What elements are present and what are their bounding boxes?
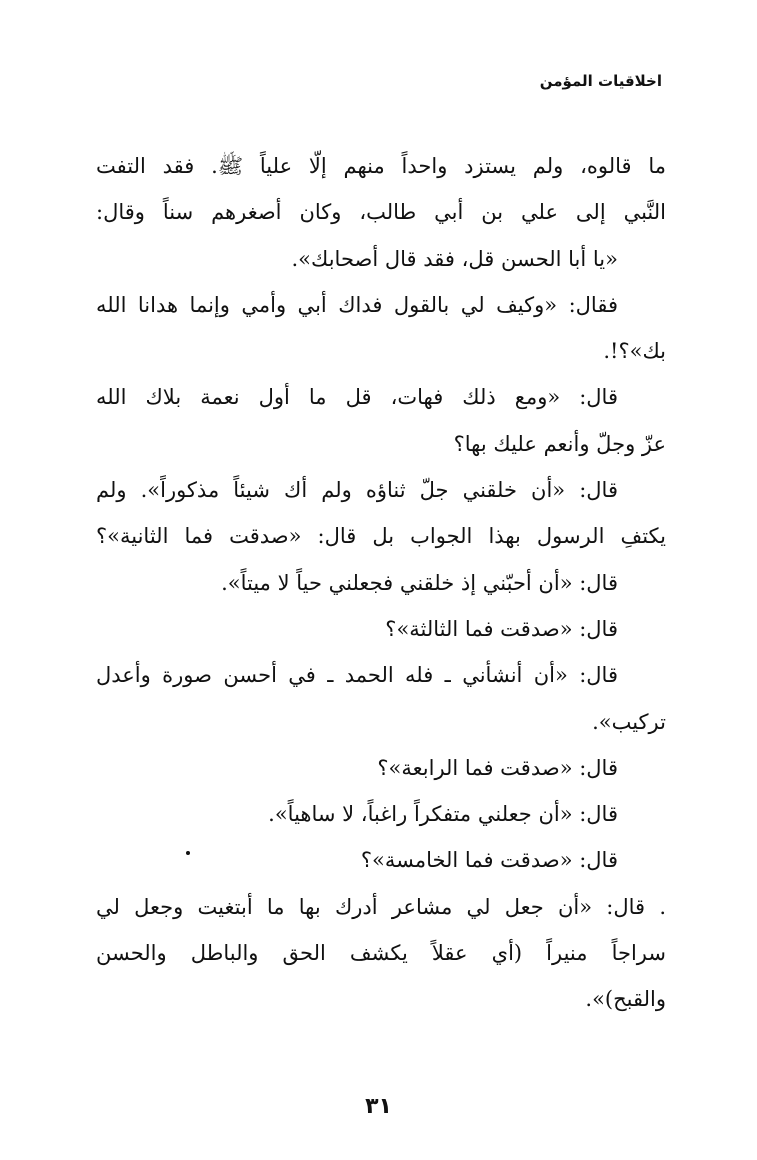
text-line: عزّ وجلّ وأنعم عليك بها؟	[453, 431, 666, 456]
text-line: قال: «أن أنشأني ـ فله الحمد ـ في أحسن صورة وأعدل	[96, 663, 618, 688]
text-line: والقبح)».	[585, 987, 666, 1012]
text-line: فقال: «وكيف لي بالقول فداك أبي وأمي وإنما هدانا الله	[96, 292, 618, 317]
stray-ink-dot	[186, 851, 190, 855]
text-line: «يا أبا الحسن قل، فقد قال أصحابك».	[291, 246, 618, 271]
text-line: قال: «أن خلقني جلّ ثناؤه ولم أك شيئاً مذكوراً». ولم	[96, 478, 618, 503]
text-line: قال: «أن أحبّني إذ خلقني فجعلني حياً لا ميتاً».	[221, 570, 618, 595]
text-line: بك»؟!.	[603, 339, 666, 364]
text-line: قال: «صدقت فما الخامسة»؟	[360, 848, 618, 873]
text-line: قال: «أن جعلني متفكراً راغباً، لا ساهياً».	[268, 802, 618, 827]
text-line: يكتفِ الرسول بهذا الجواب بل قال: «صدقت فما الثانية»؟	[96, 524, 666, 549]
text-line: قال: «ومع ذلك فهات، قل ما أول نعمة بلاك الله	[96, 385, 618, 410]
text-line: النَّبي إلى علي بن أبي طالب، وكان أصغرهم سناً وقال:	[96, 200, 666, 225]
body-text	[96, 143, 666, 1023]
text-line: قال: «صدقت فما الثالثة»؟	[385, 616, 618, 641]
text-line: قال: «صدقت فما الرابعة»؟	[377, 755, 618, 780]
text-line: تركيب».	[592, 709, 666, 734]
text-line: . قال: «أن جعل لي مشاعر أدرك بها ما أبتغيت وجعل لي	[96, 894, 666, 919]
text-line: ما قالوه، ولم يستزد واحداً منهم إلّا علياً ﷺ. فقد التفت	[96, 154, 666, 178]
page-number: ٣١	[365, 1094, 392, 1119]
text-line: سراجاً منيراً (أي عقلاً يكشف الحق والباطل والحسن	[96, 941, 666, 966]
running-header: اخلاقيات المؤمن	[539, 72, 662, 90]
